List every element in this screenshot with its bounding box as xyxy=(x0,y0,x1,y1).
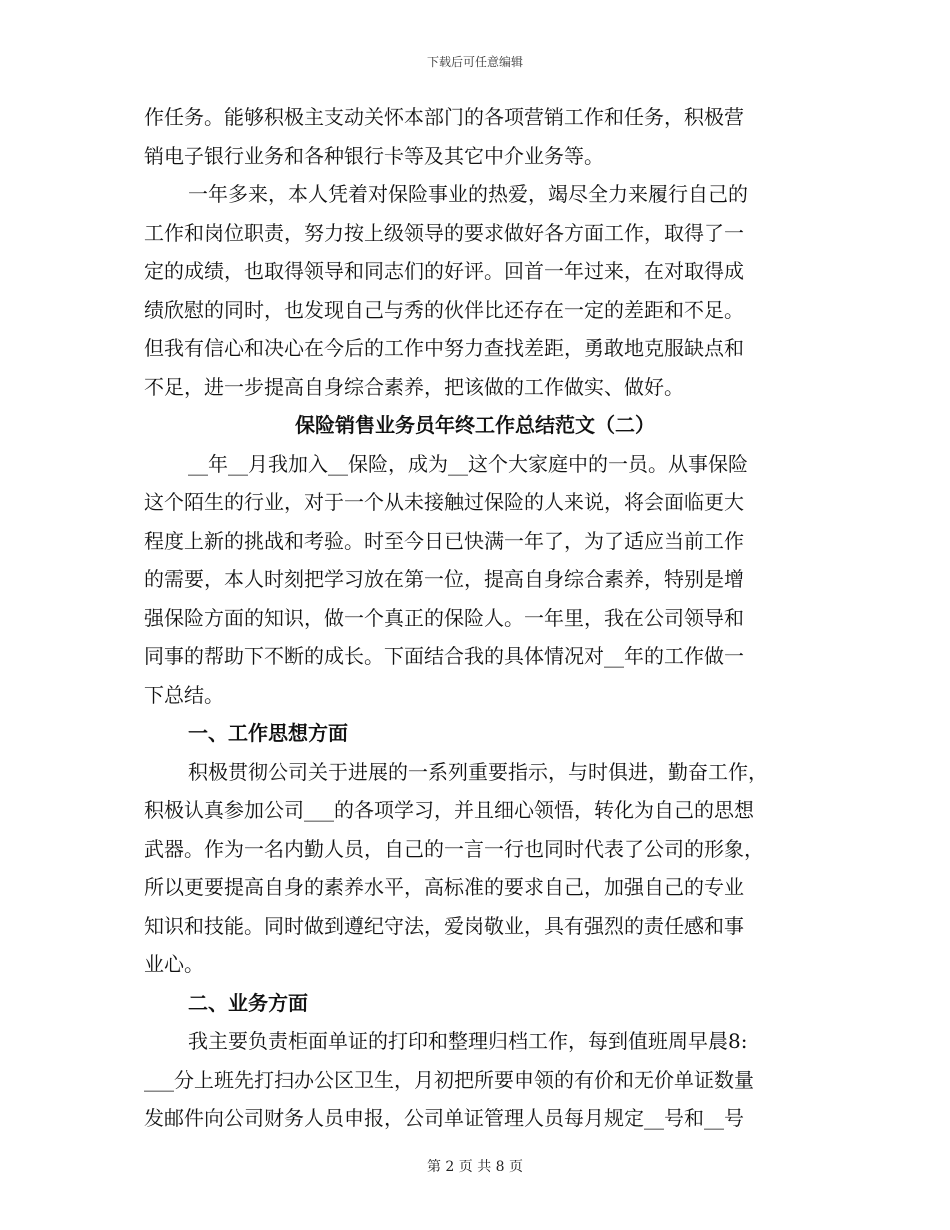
body-line: 工作和岗位职责，努力按上级领导的要求做好各方面工作，取得了一 xyxy=(144,220,744,245)
body-line: 强保险方面的知识，做一个真正的保险人。一年里，我在公司领导和 xyxy=(144,605,744,630)
body-line: 知识和技能。同时做到遵纪守法，爱岗敬业，具有强烈的责任感和事 xyxy=(144,913,744,938)
body-line: 积极认真参加公司___的各项学习，并且细心领悟，转化为自己的思想 xyxy=(144,798,754,822)
body-line: 同事的帮助下不断的成长。下面结合我的具体情况对__年的工作做一 xyxy=(144,644,744,668)
paragraph-start: 我主要负责柜面单证的打印和整理归档工作，每到值班周早晨8: xyxy=(188,1029,748,1053)
body-line: 这个陌生的行业，对于一个从未接触过保险的人来说，将会面临更大 xyxy=(144,490,744,514)
section-title: 保险销售业务员年终工作总结范文（二） xyxy=(295,413,655,437)
body-line: 销电子银行业务和各种银行卡等及其它中介业务等。 xyxy=(144,143,604,168)
body-line: 业心。 xyxy=(144,952,204,976)
document-body xyxy=(144,98,806,1138)
page-header: 下载后可任意编辑 xyxy=(426,55,523,69)
body-line: ___分上班先打扫办公区卫生，月初把所要申领的有价和无价单证数量 xyxy=(144,1067,754,1092)
page-number: 第 2 页 共 8 页 xyxy=(426,1159,524,1175)
body-line: 作任务。能够积极主支动关怀本部门的各项营销工作和任务，积极营 xyxy=(144,105,744,129)
subheading-work-thought: 一、工作思想方面 xyxy=(188,721,348,745)
body-line: 不足，进一步提高自身综合素养，把该做的工作做实、做好。 xyxy=(144,374,684,399)
body-line: 下总结。 xyxy=(144,682,224,707)
body-line: 定的成绩，也取得领导和同志们的好评。回首一年过来，在对取得成 xyxy=(144,259,744,283)
body-line: 但我有信心和决心在今后的工作中努力查找差距，勇敢地克服缺点和 xyxy=(144,336,744,360)
body-line: 程度上新的挑战和考验。时至今日已快满一年了，为了适应当前工作 xyxy=(144,528,744,553)
body-line: 发邮件向公司财务人员申报，公司单证管理人员每月规定__号和__号 xyxy=(144,1106,744,1130)
body-line: 所以更要提高自身的素养水平，高标准的要求自己，加强自己的专业 xyxy=(144,875,744,899)
body-line: 的需要，本人时刻把学习放在第一位，提高自身综合素养，特别是增 xyxy=(144,567,744,591)
paragraph-start: __年__月我加入__保险，成为__这个大家庭中的一员。从事保险 xyxy=(188,451,748,476)
body-line: 绩欣慰的同时，也发现自己与秀的伙伴比还存在一定的差距和不足。 xyxy=(144,297,744,322)
paragraph-start: 一年多来，本人凭着对保险事业的热爱，竭尽全力来履行自己的 xyxy=(188,182,748,206)
paragraph-start: 积极贯彻公司关于进展的一系列重要指示，与时俱进，勤奋工作， xyxy=(188,759,768,784)
subheading-business: 二、业务方面 xyxy=(188,990,308,1015)
body-line: 武器。作为一名内勤人员，自己的一言一行也同时代表了公司的形象， xyxy=(144,836,764,861)
